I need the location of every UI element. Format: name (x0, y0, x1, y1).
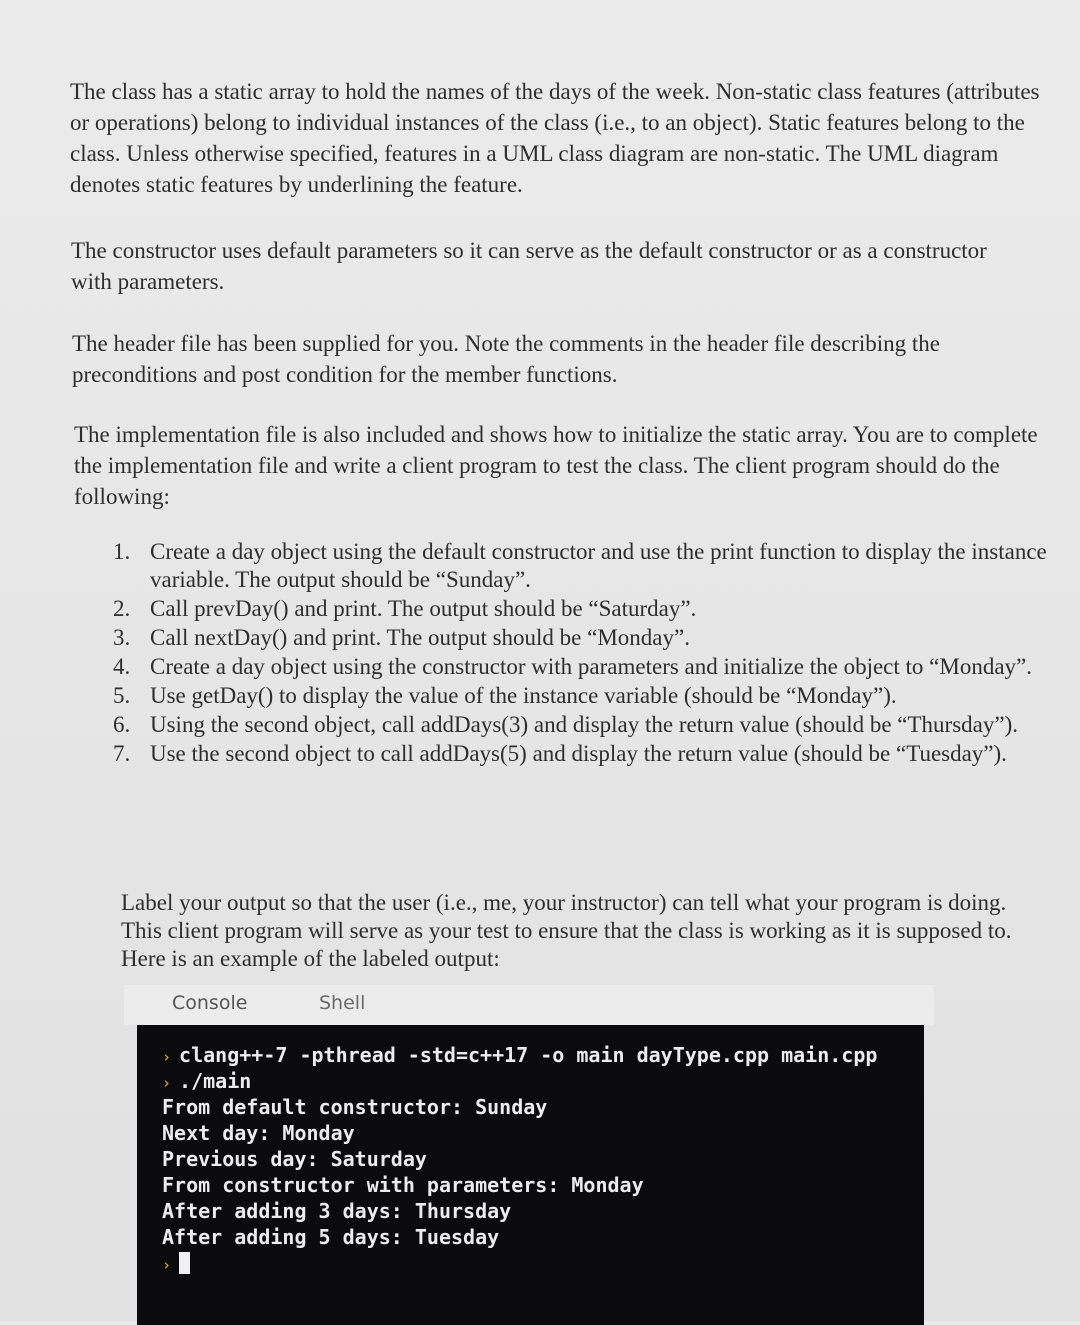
step-number: 1. (113, 539, 131, 564)
step-text: Call nextDay() and print. The output should be “Monday”. (150, 625, 690, 650)
input-line[interactable] (162, 1250, 924, 1276)
implementation-file-paragraph: The implementation file is also included and shows how to initialize the static array. You are to complete the implementation file and write a client program to test the class. The client program should do the following: (74, 422, 1038, 509)
output-line: From default constructor: Sunday (162, 1095, 548, 1119)
prompt-icon: › (162, 1256, 172, 1274)
output-line: Previous day: Saturday (162, 1147, 427, 1171)
step-number: 5. (113, 683, 131, 708)
console-tab-bar (124, 985, 934, 1025)
prompt-icon: › (162, 1074, 172, 1092)
step-item (113, 711, 1048, 739)
output-line: Next day: Monday (162, 1121, 355, 1145)
step-text: Call prevDay() and print. The output should be “Saturday”. (150, 596, 697, 621)
terminal-output[interactable] (137, 1025, 924, 1325)
prompt-icon: › (162, 1048, 172, 1066)
step-text: Using the second object, call addDays(3) and display the return value (should be “Thursday”). (150, 712, 1018, 737)
constructor-paragraph: The constructor uses default parameters so it can serve as the default constructor or as a constructor with parameters. (71, 238, 987, 294)
tab-shell[interactable]: Shell (319, 992, 366, 1014)
cursor-icon (179, 1252, 190, 1274)
step-item (113, 595, 1048, 623)
step-item (113, 682, 1048, 710)
step-number: 3. (113, 625, 131, 650)
step-number: 4. (113, 654, 131, 679)
client-program-steps (113, 538, 1048, 769)
header-file-paragraph: The header file has been supplied for you. Note the comments in the header file describing the preconditions and post condition for the member functions. (72, 331, 940, 387)
output-line: From constructor with parameters: Monday (162, 1173, 644, 1197)
step-item (113, 740, 1048, 768)
label-output-paragraph: Label your output so that the user (i.e., me, your instructor) can tell what your program is doing. This client program will serve as your test to ensure that the class is working as it is supposed to. Here is an example of the labeled output: (121, 890, 1012, 971)
output-line: After adding 5 days: Tuesday (162, 1225, 500, 1249)
step-item (113, 538, 1048, 594)
command-line (162, 1068, 924, 1094)
output-line: After adding 3 days: Thursday (162, 1199, 512, 1223)
step-text: Create a day object using the constructor with parameters and initialize the object to “Monday”. (150, 654, 1032, 679)
intro-paragraph-static-array: The class has a static array to hold the names of the days of the week. Non-static class features (attributes or operations) belong to individual instances of the class (i.e., to an object). Static features belong to the class. Unless otherwise specified, features in a UML class diagram are non-static. The UML diagram denotes static features by underlining the feature. (70, 79, 1040, 197)
step-item (113, 653, 1048, 681)
step-text: Use getDay() to display the value of the instance variable (should be “Monday”). (150, 683, 897, 708)
step-text: Use the second object to call addDays(5) and display the return value (should be “Tuesday”). (150, 741, 1007, 766)
step-number: 2. (113, 596, 131, 621)
step-text: Create a day object using the default constructor and use the print function to display the instance variable. The output should be “Sunday”. (150, 539, 1047, 592)
command-text: clang++-7 -pthread -std=c++17 -o main dayType.cpp main.cpp (179, 1043, 878, 1067)
command-text: ./main (179, 1069, 252, 1093)
command-line (162, 1042, 924, 1068)
tab-console[interactable]: Console (172, 992, 248, 1014)
step-item (113, 624, 1048, 652)
step-number: 6. (113, 712, 131, 737)
step-number: 7. (113, 741, 131, 766)
